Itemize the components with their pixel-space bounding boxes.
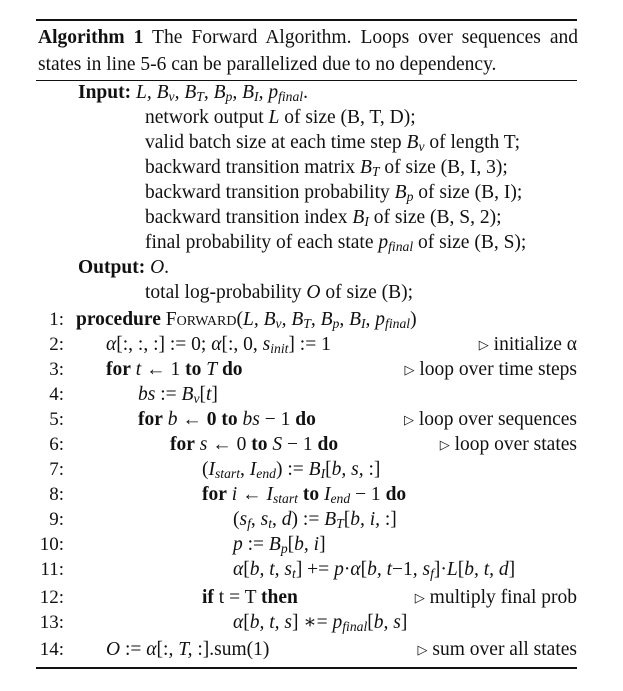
code-line: if t = T then	[202, 587, 298, 608]
top-rule	[36, 19, 577, 21]
comment-triangle-icon: ▷	[417, 642, 428, 657]
code-line: ($I_{start}$, $I_{end}$) := $B_I[b$, s, :]	[202, 459, 381, 481]
bottom-rule	[36, 667, 577, 669]
line-number: 11:	[40, 559, 64, 580]
code-line: α[b, t, s] ∗= $p_{final}[b$, s]	[233, 612, 408, 634]
output-params: O.	[150, 257, 170, 278]
line-number: 13:	[39, 612, 64, 633]
code-line: for i ← $I_{start}$ to $I_{end} - 1$ do	[202, 484, 407, 506]
code-line: α[b, t, $s_t] += p\cdot\alpha[b$, t−1, $s_f]\cdot L[b$, t, d]	[233, 559, 516, 581]
output-label: Output:	[78, 257, 146, 278]
code-line: for s ← 0 to S − 1 do	[170, 434, 339, 455]
input-params: L, $B_v$, $B_T$, $B_p$, $B_I$, $p_{final}$.	[136, 82, 308, 104]
input-item: final probability of each state $p_{final}$ of size (B, S);	[145, 232, 527, 254]
input-item: backward transition probability $B_p$ of size (B, I);	[145, 182, 523, 204]
line-number: 10:	[39, 534, 64, 555]
code-line: procedure Forward(L, $B_v$, $B_T$, $B_p$, $B_I$, $p_{final}$)	[76, 309, 417, 331]
line-number: 4:	[49, 384, 64, 405]
comment-text: multiply final prob	[429, 587, 577, 608]
output-header	[78, 255, 169, 281]
comment-text: loop over time steps	[419, 359, 577, 380]
line-comment	[415, 585, 577, 611]
algorithm-caption	[38, 24, 578, 78]
comment-triangle-icon: ▷	[404, 362, 415, 377]
code-line: O := α[:, T, :].sum(1)	[106, 639, 270, 660]
line-comment	[404, 407, 577, 433]
caption-label: Algorithm 1	[38, 27, 144, 48]
line-number: 9:	[49, 509, 64, 530]
comment-text: initialize α	[493, 334, 577, 355]
line-number: 6:	[49, 434, 64, 455]
code-line: p := $B_p[b$, i]	[233, 534, 326, 556]
comment-text: loop over sequences	[418, 409, 577, 430]
input-item: backward transition index $B_I$ of size (B, S, 2);	[145, 207, 502, 229]
comment-text: loop over states	[454, 434, 577, 455]
input-item: backward transition matrix $B_T$ of size (B, I, 3);	[145, 157, 508, 179]
comment-triangle-icon: ▷	[414, 590, 425, 605]
code-line: ($s_f$, $s_t$, d) := $B_T[b$, i, :]	[233, 509, 397, 531]
line-comment	[405, 357, 577, 383]
line-number: 7:	[49, 459, 64, 480]
line-number: 3:	[49, 359, 64, 380]
code-line: for b ← 0 to bs − 1 do	[138, 409, 316, 430]
line-number: 8:	[49, 484, 64, 505]
output-item: total log-probability O of size (B);	[145, 282, 414, 303]
line-comment	[418, 637, 577, 663]
line-number: 14:	[39, 639, 64, 660]
comment-triangle-icon: ▷	[478, 337, 489, 352]
input-label: Input:	[78, 82, 132, 103]
input-header	[78, 80, 308, 106]
code-line: bs := $B_v[t]$	[138, 384, 218, 406]
line-comment	[479, 332, 577, 358]
comment-triangle-icon: ▷	[439, 437, 450, 452]
code-line: for t ← 1 to T do	[106, 359, 243, 380]
line-number: 1:	[49, 309, 64, 330]
comment-text: sum over all states	[432, 639, 577, 660]
input-item: network output L of size (B, T, D);	[145, 107, 416, 128]
caption-text: The Forward Algorithm. Loops over sequences and states in line 5-6 can be parallelized due to no dependency.	[38, 27, 578, 75]
input-item: valid batch size at each time step $B_v$ of length T;	[145, 132, 521, 154]
line-number: 12:	[39, 587, 64, 608]
line-number: 2:	[49, 334, 64, 355]
code-line: α[:, :, :] := 0; α[:, 0, $s_{init}$] := 1	[106, 334, 331, 356]
line-number: 5:	[49, 409, 64, 430]
line-comment	[440, 432, 577, 458]
comment-triangle-icon: ▷	[404, 412, 414, 427]
